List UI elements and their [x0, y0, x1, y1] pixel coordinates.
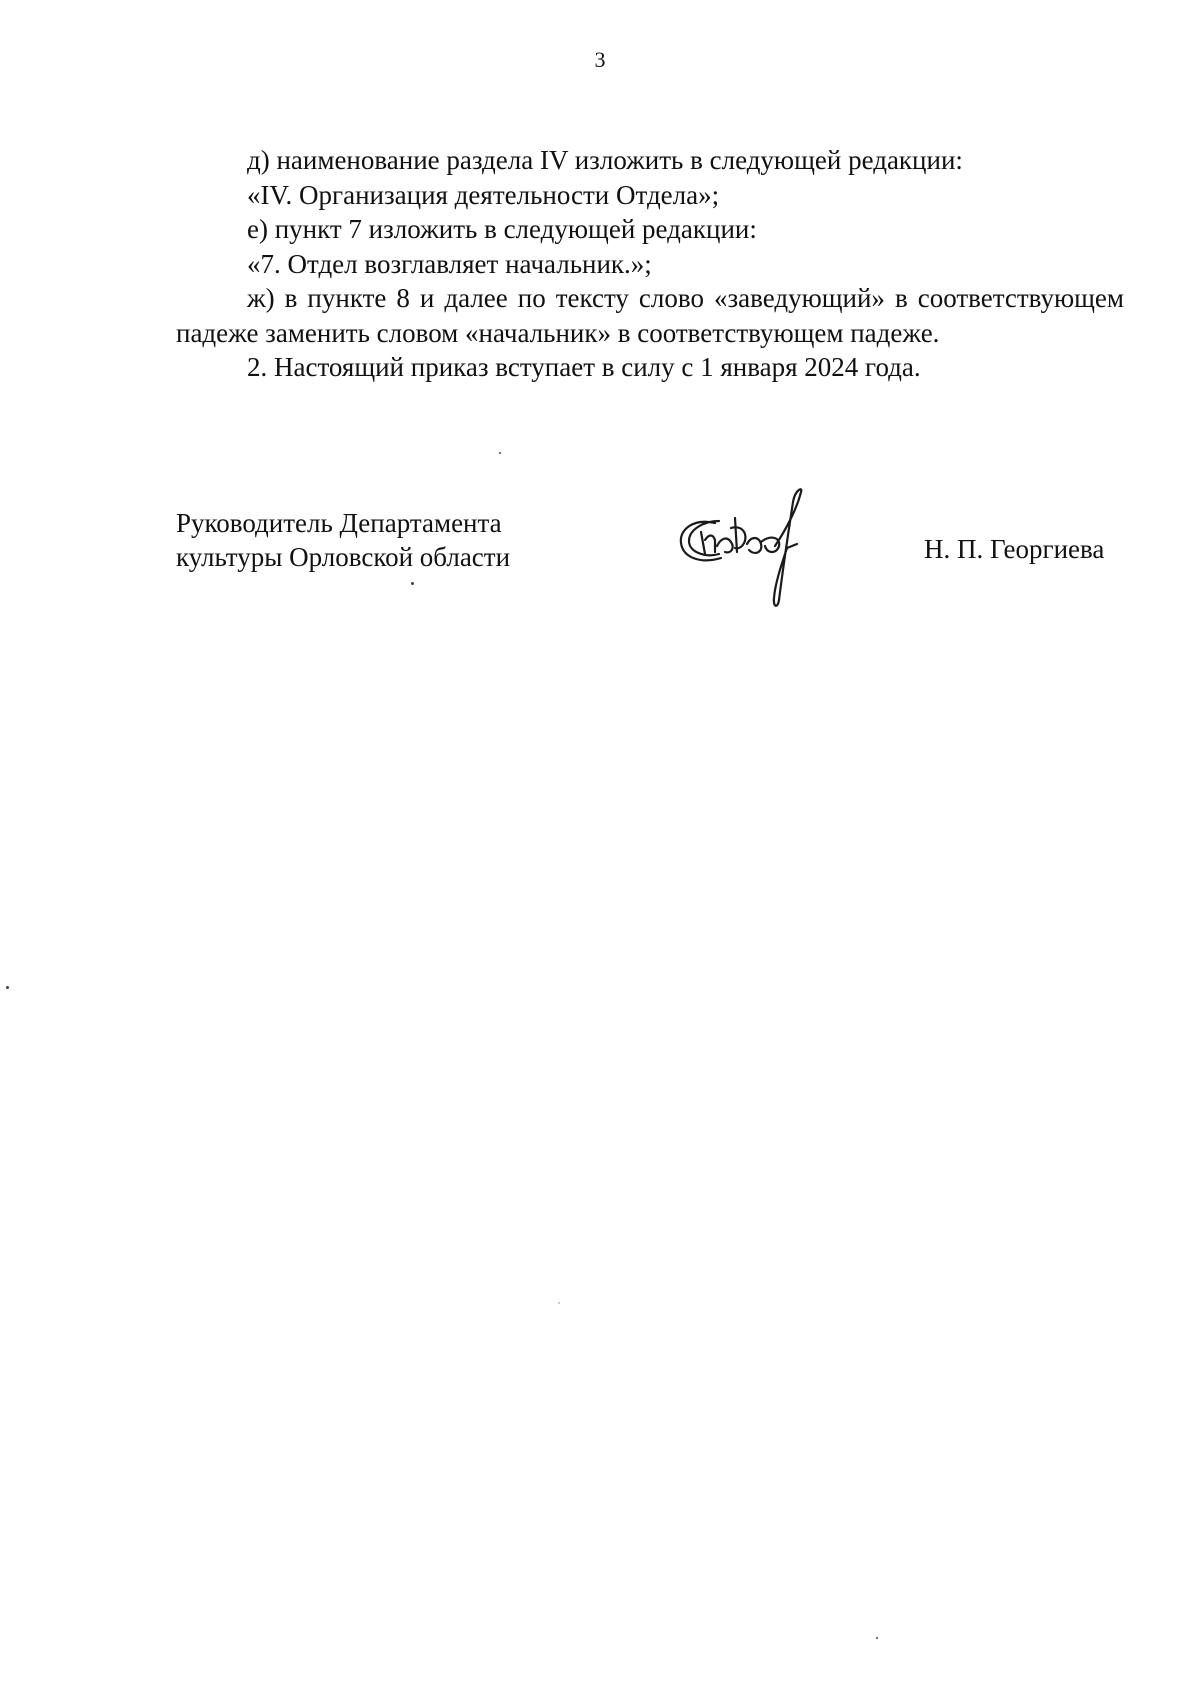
scan-speck [6, 986, 9, 989]
scan-speck [499, 452, 501, 454]
amendment-item-d: д) наименование раздела IV изложить в следующей редакции: [247, 145, 963, 175]
signer-name: Н. П. Георгиева [924, 534, 1105, 564]
signatory-position-line-1: Руководитель Департамента [176, 508, 502, 538]
amendment-quote-section-iv: «IV. Организация деятельности Отдела»; [247, 179, 720, 210]
signatory-position-line-2: культуры Орловской области [176, 542, 511, 572]
scan-speck [876, 1637, 878, 1639]
amendment-quote-point-7: «7. Отдел возглавляет начальник.»; [247, 248, 652, 279]
signatory-position [176, 506, 510, 574]
document-body [176, 143, 1124, 385]
signature-icon [675, 488, 825, 613]
effective-date-clause: 2. Настоящий приказ вступает в силу с 1 января 2024 года. [247, 352, 921, 382]
scan-speck [411, 582, 414, 585]
scan-speck [558, 1302, 560, 1304]
amendment-item-zh: ж) в пункте 8 и далее по тексту слово «заведующий» в соответствующем падеже заменить словом «начальник» в соответствующем падеже. [176, 283, 1124, 348]
page-number: 3 [594, 47, 606, 72]
amendment-item-e: е) пункт 7 изложить в следующей редакции: [247, 214, 757, 244]
